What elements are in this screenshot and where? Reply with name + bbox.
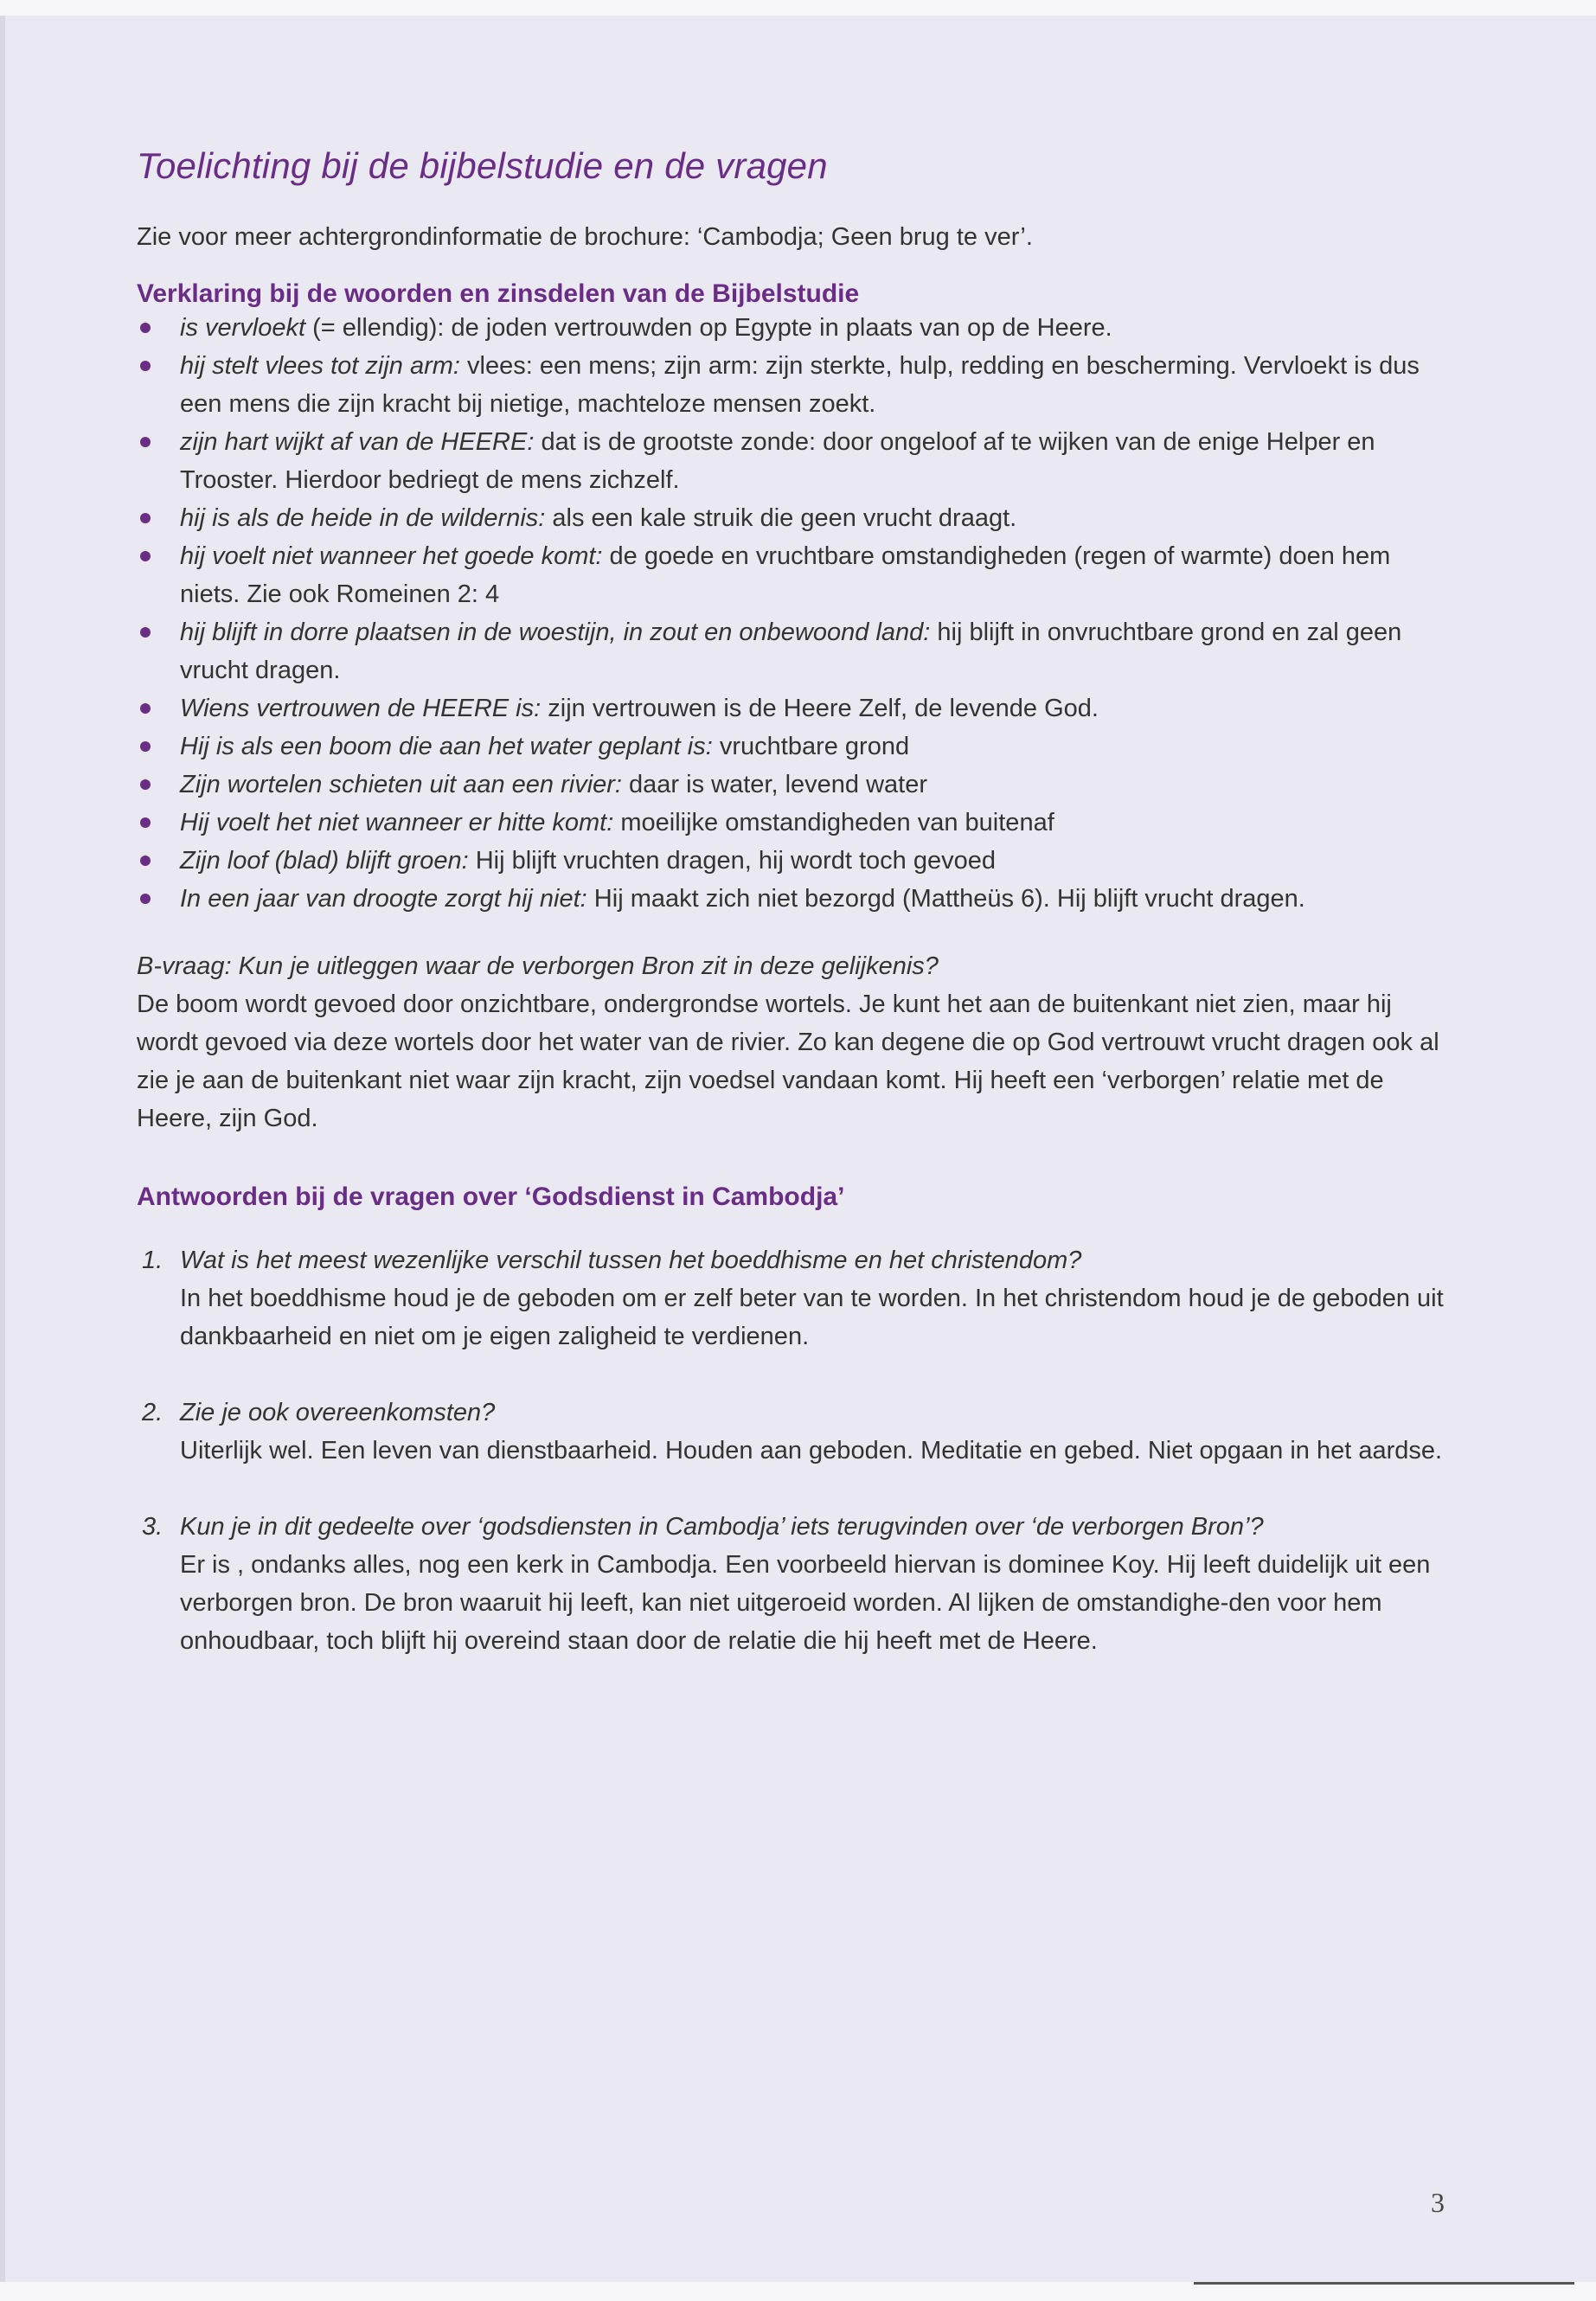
b-question: B-vraag: Kun je uitleggen waar de verborgen Bron zit in deze gelijkenis? (137, 952, 939, 980)
list-item (137, 689, 1452, 727)
list-item-term: hij is als de heide in de wildernis: (180, 504, 546, 532)
list-item-term: Zijn wortelen schieten uit aan een rivier: (180, 771, 622, 798)
list-item (137, 499, 1452, 537)
list-item-text: Hij blijft vruchten dragen, hij wordt toch gevoed (468, 847, 996, 875)
list-item-text: vruchtbare grond (712, 733, 910, 760)
list-item-text: daar is water, levend water (621, 771, 927, 798)
question-number: 2. (142, 1399, 163, 1426)
b-answer: De boom wordt gevoed door onzichtbare, ondergrondse wortels. Je kunt het aan de buitenkant niet zien, maar hij wordt gevoed via deze wortels door het water van de rivier. Zo kan degene die op God vertrouwt vrucht dragen ook al zie je aan de buitenkant niet waar zijn kracht, zijn voedsel vandaan komt. Hij heeft een ‘verborgen’ relatie met de Heere, zijn God. (137, 990, 1439, 1132)
section-heading-verklaring: Verklaring bij de woorden en zinsdelen van de Bijbelstudie (137, 279, 860, 308)
question-text: Wat is het meest wezenlijke verschil tussen het boeddhisme en het christendom? (180, 1247, 1082, 1274)
b-question-block (137, 947, 1452, 1138)
list-item-term: Wiens vertrouwen de HEERE is: (180, 695, 542, 722)
page-title: Toelichting bij de bijbelstudie en de vragen (137, 145, 828, 186)
list-item (137, 309, 1452, 347)
list-item-term: is vervloekt (180, 314, 306, 342)
list-item-text: vlees: een mens; zijn arm: zijn sterkte, hulp, redding en bescherming. Vervloekt is dus een mens die zijn kracht bij nietige, machteloze mensen zoekt. (180, 352, 1420, 418)
list-item-text: de goede en vruchtbare omstandigheden (regen of warmte) doen hem niets. Zie ook Romeinen 2: 4 (180, 542, 1391, 608)
list-item-term: hij stelt vlees tot zijn arm: (180, 352, 460, 380)
list-item-text: Hij maakt zich niet bezorgd (Mattheüs 6). Hij blijft vrucht dragen. (586, 885, 1305, 913)
numbered-question-list (137, 1241, 1452, 1660)
list-item (137, 423, 1452, 499)
question-item (137, 1508, 1452, 1660)
list-item-term: Hij voelt het niet wanneer er hitte komt: (180, 809, 614, 836)
answer-text: Uiterlijk wel. Een leven van dienstbaarheid. Houden aan geboden. Meditatie en gebed. Niet opgaan in het aardse. (180, 1437, 1443, 1465)
list-item (137, 347, 1452, 423)
list-item-term: In een jaar van droogte zorgt hij niet: (180, 885, 587, 913)
list-item-text: hij blijft in onvruchtbare grond en zal geen vrucht dragen. (180, 619, 1402, 684)
list-item (137, 804, 1452, 842)
list-item-term: zijn hart wijkt af van de HEERE: (180, 428, 535, 456)
document-page (0, 16, 1596, 2282)
question-number: 1. (142, 1247, 163, 1274)
list-item (137, 537, 1452, 613)
answer-text: Er is , ondanks alles, nog een kerk in Cambodja. Een voorbeeld hiervan is dominee Koy. Hij leeft duidelijk uit een verborgen bron. De bron waaruit hij leeft, kan niet uitgeroeid worden. Al lijken de omstandighe-den voor hem onhoudbaar, toch blijft hij overeind staan door de relatie die hij heeft met de Heere. (180, 1551, 1431, 1655)
list-item (137, 727, 1452, 766)
page-number: 3 (1431, 2187, 1445, 2218)
question-text: Kun je in dit gedeelte over ‘godsdiensten in Cambodja’ iets terugvinden over ‘de verborgen Bron’? (180, 1513, 1264, 1541)
list-item-text: zijn vertrouwen is de Heere Zelf, de levende God. (541, 695, 1099, 722)
list-item (137, 766, 1452, 804)
list-item-term: Zijn loof (blad) blijft groen: (180, 847, 469, 875)
answer-text: In het boeddhisme houd je de geboden om er zelf beter van te worden. In het christendom houd je de geboden uit dankbaarheid en niet om je eigen zaligheid te verdienen. (180, 1285, 1444, 1350)
list-item (137, 613, 1452, 689)
list-item-term: Hij is als een boom die aan het water geplant is: (180, 733, 713, 760)
list-item-term: hij blijft in dorre plaatsen in de woestijn, in zout en onbewoond land: (180, 619, 931, 646)
question-item (137, 1394, 1452, 1470)
question-text: Zie je ook overeenkomsten? (180, 1399, 496, 1426)
list-item-term: hij voelt niet wanneer het goede komt: (180, 542, 603, 570)
bullet-list-gezegend (137, 689, 1452, 918)
list-item (137, 842, 1452, 880)
question-item (137, 1241, 1452, 1356)
section-heading-antwoorden: Antwoorden bij de vragen over ‘Godsdienst in Cambodja’ (137, 1183, 845, 1211)
list-item-text: moeilijke omstandigheden van buitenaf (613, 809, 1054, 836)
list-item-text: (= ellendig): de joden vertrouwden op Egypte in plaats van op de Heere. (305, 314, 1112, 342)
list-item (137, 880, 1452, 918)
list-item-text: dat is de grootste zonde: door ongeloof af te wijken van de enige Helper en Trooster. Hierdoor bedriegt de mens zichzelf. (180, 428, 1375, 494)
intro-text: Zie voor meer achtergrondinformatie de brochure: ‘Cambodja; Geen brug te ver’. (137, 223, 1033, 251)
page-edge-divider (1194, 2282, 1574, 2285)
bullet-list-vervloekt (137, 309, 1452, 689)
list-item-text: als een kale struik die geen vrucht draagt. (545, 504, 1017, 532)
question-number: 3. (142, 1513, 163, 1541)
page-content (137, 145, 1452, 1698)
